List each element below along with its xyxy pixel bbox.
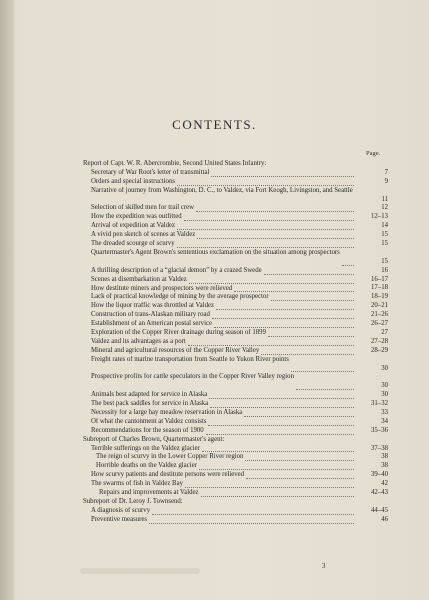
- toc-entry-text: Preventive measures: [91, 515, 148, 523]
- toc-entry-text: Exploration of the Copper River drainage during season of 1899: [91, 328, 266, 336]
- toc-entry-text: Quartermaster's Agent Brown's sententious exclamation on the situation among prospectors: [91, 248, 340, 256]
- toc-entry-text: Orders and special instructions: [91, 177, 175, 185]
- toc-entry-text: Horrible deaths on the Valdez glacier: [96, 462, 197, 470]
- table-of-contents: [83, 160, 388, 525]
- toc-entry-text: Terrible sufferings on the Valdez glacier: [91, 444, 200, 452]
- toc-entry: [83, 516, 388, 525]
- toc-entry-text: Subreport of Dr. Leroy J. Townsend:: [83, 497, 183, 505]
- toc-page-number: 9: [384, 177, 388, 185]
- toc-entry: [83, 302, 388, 311]
- toc-entry-text: How scurvy patients and destitute persons were relieved: [91, 471, 245, 479]
- toc-page-number: 42: [381, 480, 388, 488]
- leader-dots: [177, 184, 354, 186]
- leader-dots: [197, 237, 354, 239]
- leader-dots: [184, 219, 354, 221]
- toc-entry-text: Of what the cantonment at Valdez consists: [91, 417, 207, 425]
- toc-entry: [83, 489, 388, 498]
- toc-entry: [83, 507, 388, 516]
- toc-entry-text: The best pack saddles for service in Alaska: [91, 400, 209, 408]
- toc-page-number: 15: [381, 240, 388, 248]
- toc-entry: [83, 427, 388, 436]
- page-binding-shadow: [0, 0, 14, 600]
- leader-dots: [208, 424, 354, 426]
- toc-page-number: 34: [381, 417, 388, 425]
- toc-entry: [83, 249, 388, 267]
- leader-dots: [246, 477, 354, 479]
- toc-page-number: 14: [381, 222, 388, 230]
- toc-entry: [83, 453, 388, 462]
- toc-page-number: 26–27: [371, 320, 388, 328]
- leader-dots: [268, 335, 354, 337]
- page-title: CONTENTS.: [172, 117, 257, 132]
- leader-dots: [211, 175, 354, 177]
- leader-dots: [216, 308, 354, 310]
- leader-dots: [214, 326, 354, 328]
- leader-dots: [234, 290, 354, 292]
- toc-entry: [83, 391, 388, 400]
- paper-smudge: [80, 568, 200, 574]
- toc-section-heading: [83, 160, 388, 169]
- toc-page-number: 12: [381, 204, 388, 212]
- toc-page-number: 30: [381, 391, 388, 399]
- toc-page-number: 20–21: [371, 302, 388, 310]
- toc-entry-text: Valdez and its advantages as a port: [91, 337, 186, 345]
- leader-dots: [202, 450, 354, 452]
- toc-page-number: 12–13: [371, 213, 388, 221]
- toc-entry-text: How the expedition was outfitted: [91, 213, 182, 221]
- toc-page-number: 37–38: [371, 444, 388, 452]
- toc-page-number: 38: [381, 453, 388, 461]
- toc-entry: [83, 178, 388, 187]
- toc-entry-text: Selection of skilled men for trail crew: [91, 204, 195, 212]
- leader-dots: [291, 370, 354, 372]
- toc-entry-text: Prospective profits for cattle speculators in the Copper River Valley region: [91, 373, 294, 381]
- leader-dots: [177, 228, 354, 230]
- toc-section-heading: [83, 436, 388, 445]
- toc-entry: [83, 169, 388, 178]
- toc-page-number: 27: [381, 328, 388, 336]
- toc-entry-text: A diagnosis of scurvy: [91, 506, 151, 514]
- toc-page-number: 11: [381, 195, 388, 203]
- toc-entry: [83, 400, 388, 409]
- toc-page-number: 27–28: [371, 337, 388, 345]
- leader-dots: [177, 246, 354, 248]
- toc-page-number: 17–18: [371, 284, 388, 292]
- toc-entry: [83, 338, 388, 347]
- toc-entry: [83, 373, 388, 391]
- leader-dots: [210, 406, 354, 408]
- toc-entry-text: Report of Capt. W. R. Abercrombie, Second United States Infantry:: [83, 160, 267, 167]
- leader-dots: [296, 388, 354, 390]
- toc-page-number: 7: [384, 168, 388, 176]
- toc-entry: [83, 213, 388, 222]
- toc-page-number: 21–26: [371, 311, 388, 319]
- toc-entry-text: Recommendations for the season of 1900: [91, 426, 204, 434]
- toc-entry-text: Scenes at disembarkation at Valdez: [91, 275, 187, 283]
- toc-page-number: 15: [381, 257, 388, 265]
- toc-page-number: 46: [381, 515, 388, 523]
- toc-entry: [83, 329, 388, 338]
- toc-entry-text: Lack of practical knowledge of mining by the average prospector: [91, 293, 269, 301]
- toc-entry-text: Narrative of journey from Washington, D. C., to Valdez, via Fort Keogh, Livingston, and Seattle: [91, 186, 353, 194]
- toc-entry-text: Subreport of Charles Brown, Quartermaster's agent:: [83, 435, 225, 443]
- leader-dots: [209, 397, 354, 399]
- toc-page-number: 39–40: [371, 471, 388, 479]
- toc-entry: [83, 320, 388, 329]
- toc-entry-text: The reign of scurvy in the Lower Copper River region: [96, 453, 244, 461]
- toc-page-number: 30: [381, 364, 388, 372]
- toc-entry: [83, 222, 388, 231]
- toc-page-number: 16: [381, 266, 388, 274]
- toc-entry-text: A thrilling description of a “glacial demon” by a crazed Swede: [91, 266, 262, 274]
- toc-entry-text: Animals best adapted for service in Alaska: [91, 391, 208, 399]
- toc-page-number: 42–43: [371, 489, 388, 496]
- toc-page-number: 28–29: [371, 346, 388, 354]
- leader-dots: [199, 468, 354, 470]
- leader-dots: [206, 433, 354, 435]
- toc-entry-text: Freight rates of marine transportation from Seattle to Yukon River points: [91, 355, 289, 363]
- toc-page-number: 44–45: [371, 506, 388, 514]
- toc-entry-text: How the liquor traffic was throttled at Valdez: [91, 302, 215, 310]
- toc-entry-text: A vivid pen sketch of scenes at Valdez: [91, 231, 196, 239]
- toc-entry: [83, 285, 388, 294]
- leader-dots: [245, 459, 354, 461]
- toc-entry: [83, 356, 388, 374]
- leader-dots: [264, 273, 354, 275]
- leader-dots: [188, 344, 354, 346]
- toc-entry-text: Mineral and agricultural resources of the Copper River Valley: [91, 346, 260, 354]
- toc-page-number: 16–17: [371, 275, 388, 283]
- toc-entry: [83, 471, 388, 480]
- leader-dots: [342, 264, 354, 266]
- toc-entry: [83, 311, 388, 320]
- leader-dots: [196, 210, 354, 212]
- page-folio-number: 3: [322, 562, 326, 570]
- toc-entry: [83, 204, 388, 213]
- toc-section-heading: [83, 498, 388, 507]
- toc-entry: [83, 293, 388, 302]
- toc-entry-text: Construction of trans-Alaskan military road: [91, 311, 210, 319]
- toc-entry-text: Necessity for a large hay meadow reservation in Alaska: [91, 409, 243, 416]
- page-column-label: Page.: [366, 150, 381, 157]
- leader-dots: [261, 353, 354, 355]
- toc-page-number: 18–19: [371, 293, 388, 301]
- toc-page-number: 33: [381, 408, 388, 416]
- leader-dots: [149, 522, 354, 524]
- toc-entry: [83, 267, 388, 276]
- leader-dots: [189, 282, 354, 284]
- toc-entry-text: Repairs and improvements at Valdez: [99, 489, 199, 497]
- toc-entry: [83, 418, 388, 427]
- toc-entry: [83, 187, 388, 205]
- toc-page-number: 31–32: [371, 400, 388, 408]
- toc-entry: [83, 276, 388, 285]
- toc-page-number: 15: [381, 231, 388, 239]
- toc-entry: [83, 347, 388, 356]
- toc-entry: [83, 240, 388, 249]
- toc-entry: [83, 445, 388, 454]
- toc-entry: [83, 231, 388, 240]
- toc-entry-text: Secretary of War Root's letter of transmittal: [91, 168, 210, 176]
- toc-page-number: 38: [381, 462, 388, 470]
- toc-entry-text: The swarms of fish in Valdez Bay: [91, 480, 183, 488]
- toc-entry: [83, 462, 388, 471]
- leader-dots: [271, 299, 354, 301]
- toc-page-number: 30: [381, 382, 388, 390]
- leader-dots: [244, 415, 354, 417]
- leader-dots: [212, 317, 354, 319]
- leader-dots: [201, 495, 354, 497]
- toc-entry-text: How destitute miners and prospectors were relieved: [91, 284, 233, 292]
- toc-entry-text: Establishment of an American postal service: [91, 320, 212, 328]
- leader-dots: [185, 486, 354, 488]
- toc-entry: [83, 480, 388, 489]
- leader-dots: [152, 513, 354, 515]
- toc-page-number: 35–36: [371, 426, 388, 434]
- toc-entry-text: The dreaded scourge of scurvy: [91, 240, 175, 248]
- toc-entry: [83, 409, 388, 418]
- toc-entry-text: Arrival of expedition at Valdez: [91, 222, 176, 230]
